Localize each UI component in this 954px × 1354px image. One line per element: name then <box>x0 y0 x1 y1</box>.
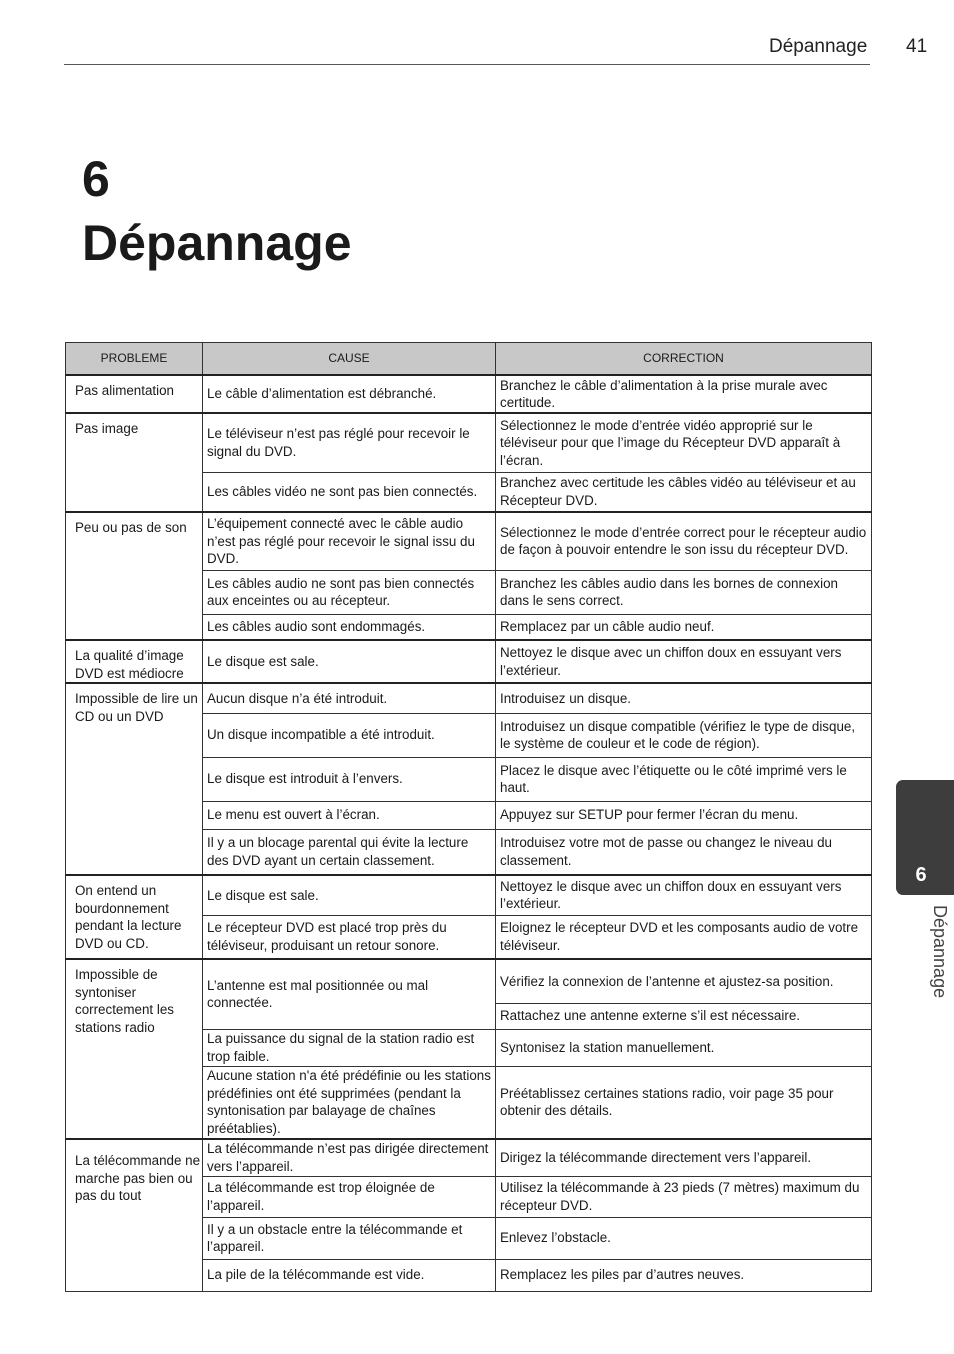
cause-cell: L’équipement connecté avec le câble audio n’est pas réglé pour recevoir le signal issu du DVD. <box>203 512 496 570</box>
table-header-row <box>66 343 872 376</box>
correction-cell: Sélectionnez le mode d’entrée correct pour le récepteur audio de façon à pouvoir entendre le son issu du récepteur DVD. <box>496 512 872 570</box>
table-row <box>66 375 872 413</box>
cause-cell: Le disque est introduit à l’envers. <box>203 757 496 801</box>
correction-cell: Branchez le câble d’alimentation à la prise murale avec certitude. <box>496 375 872 413</box>
correction-cell: Eloignez le récepteur DVD et les composants audio de votre téléviseur. <box>496 915 872 959</box>
correction-cell: Vérifiez la connexion de l’antenne et ajustez-sa position. <box>496 959 872 1003</box>
problem-cell: Impossible de syntoniser correctement les stations radio <box>66 959 203 1139</box>
correction-cell: Introduisez un disque. <box>496 683 872 713</box>
correction-cell: Branchez avec certitude les câbles vidéo au téléviseur et au Récepteur DVD. <box>496 472 872 512</box>
column-header-cause: CAUSE <box>203 343 496 376</box>
correction-cell: Appuyez sur SETUP pour fermer l’écran du menu. <box>496 801 872 829</box>
table-row <box>66 640 872 683</box>
correction-cell: Utilisez la télécommande à 23 pieds (7 mètres) maximum du récepteur DVD. <box>496 1176 872 1217</box>
header-divider <box>64 64 870 65</box>
problem-cell: Pas image <box>66 413 203 512</box>
cause-cell: Les câbles vidéo ne sont pas bien connectés. <box>203 472 496 512</box>
problem-cell: Pas alimentation <box>66 375 203 413</box>
cause-cell: Le câble d’alimentation est débranché. <box>203 375 496 413</box>
problem-cell: On entend un bourdonnement pendant la lecture DVD ou CD. <box>66 875 203 959</box>
cause-cell: Un disque incompatible a été introduit. <box>203 713 496 757</box>
correction-cell: Enlevez l’obstacle. <box>496 1217 872 1259</box>
correction-cell: Rattachez une antenne externe s’il est nécessaire. <box>496 1003 872 1029</box>
cause-cell: Aucune station n'a été prédéfinie ou les stations prédéfinies ont été supprimées (pendant la syntonisation par balayage de chaînes préétablies). <box>203 1066 496 1139</box>
troubleshooting-table <box>65 342 872 1292</box>
cause-cell: Le disque est sale. <box>203 875 496 915</box>
cause-cell: La télécommande est trop éloignée de l’appareil. <box>203 1176 496 1217</box>
correction-cell: Introduisez un disque compatible (vérifiez le type de disque, le système de couleur et le code de région). <box>496 713 872 757</box>
correction-cell: Introduisez votre mot de passe ou changez le niveau du classement. <box>496 829 872 875</box>
correction-cell: Branchez les câbles audio dans les bornes de connexion dans le sens correct. <box>496 570 872 614</box>
cause-cell: L’antenne est mal positionnée ou mal connectée. <box>203 959 496 1029</box>
cause-cell: Les câbles audio sont endommagés. <box>203 614 496 640</box>
table-row <box>66 413 872 472</box>
problem-cell: Impossible de lire un CD ou un DVD <box>66 683 203 875</box>
problem-cell: Peu ou pas de son <box>66 512 203 640</box>
problem-cell: La télécommande ne marche pas bien ou pas du tout <box>66 1139 203 1291</box>
cause-cell: Le menu est ouvert à l’écran. <box>203 801 496 829</box>
cause-cell: Le téléviseur n’est pas réglé pour recevoir le signal du DVD. <box>203 413 496 472</box>
cause-cell: Aucun disque n’a été introduit. <box>203 683 496 713</box>
side-tab-number: 6 <box>915 864 927 886</box>
running-header-section: Dépannage <box>769 36 868 57</box>
correction-cell: Préétablissez certaines stations radio, voir page 35 pour obtenir des détails. <box>496 1066 872 1139</box>
correction-cell: Remplacez les piles par d’autres neuves. <box>496 1259 872 1291</box>
column-header-problem: PROBLEME <box>66 343 203 376</box>
side-tab-label: Dépannage <box>930 905 950 999</box>
cause-cell: Il y a un blocage parental qui évite la lecture des DVD ayant un certain classement. <box>203 829 496 875</box>
cause-cell: Les câbles audio ne sont pas bien connectés aux enceintes ou au récepteur. <box>203 570 496 614</box>
cause-cell: La pile de la télécommande est vide. <box>203 1259 496 1291</box>
table-row <box>66 959 872 1003</box>
cause-cell: Il y a un obstacle entre la télécommande et l’appareil. <box>203 1217 496 1259</box>
column-header-correction: CORRECTION <box>496 343 872 376</box>
table-row <box>66 683 872 713</box>
correction-cell: Sélectionnez le mode d’entrée vidéo approprié sur le téléviseur pour que l’image du Récepteur DVD apparaît à l’écran. <box>496 413 872 472</box>
cause-cell: Le disque est sale. <box>203 640 496 683</box>
chapter-title: Dépannage <box>82 215 352 271</box>
correction-cell: Syntonisez la station manuellement. <box>496 1029 872 1066</box>
cause-cell: La puissance du signal de la station radio est trop faible. <box>203 1029 496 1066</box>
correction-cell: Nettoyez le disque avec un chiffon doux en essuyant vers l’extérieur. <box>496 640 872 683</box>
correction-cell: Remplacez par un câble audio neuf. <box>496 614 872 640</box>
chapter-number: 6 <box>82 151 110 207</box>
table-row <box>66 1139 872 1176</box>
cause-cell: La télécommande n’est pas dirigée directement vers l’appareil. <box>203 1139 496 1176</box>
cause-cell: Le récepteur DVD est placé trop près du téléviseur, produisant un retour sonore. <box>203 915 496 959</box>
problem-cell: La qualité d’image DVD est médiocre <box>66 640 203 683</box>
correction-cell: Placez le disque avec l’étiquette ou le côté imprimé vers le haut. <box>496 757 872 801</box>
correction-cell: Dirigez la télécommande directement vers l’appareil. <box>496 1139 872 1176</box>
page-number: 41 <box>906 36 928 57</box>
correction-cell: Nettoyez le disque avec un chiffon doux en essuyant vers l’extérieur. <box>496 875 872 915</box>
table-row <box>66 875 872 915</box>
table-row <box>66 512 872 570</box>
